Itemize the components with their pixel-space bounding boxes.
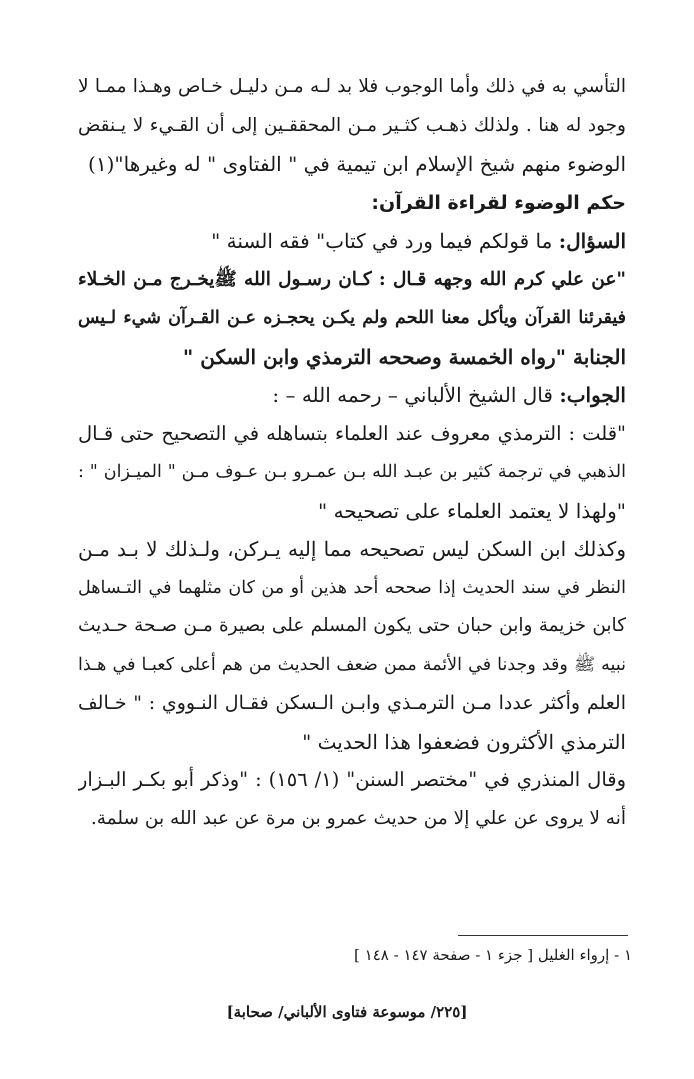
body-line-1: التأسي به في ذلك وأما الوجوب فلا بد لـه مـن دليـل خـاص وهـذا ممـا لا [78,76,626,97]
paragraph-line-6: الترمذي الأكثرون فضعفوا هذا الحديث " [302,729,626,754]
footnote-divider [458,935,628,936]
paragraph-line-2: النظر في سند الحديث إذا صححه أحد هذين أو من كان مثلهما في التـساهل [78,577,626,598]
quote-line-2: الذهبي في ترجمة كثير بن عبـد الله بـن عمـرو بـن عـوف مـن " الميـزان " : [78,462,626,482]
paragraph-line-5: العلم وأكثر عددا مـن الترمـذي وابـن الـسكن فقـال النـووي : " خـالف [78,692,626,714]
question-text: ما قولكم فيما ورد في كتاب" فقه السنة " [211,229,559,253]
hadith-line-3: الجنابة "رواه الخمسة وصححه الترمذي وابن السكن " [182,344,626,369]
body-line-3: الوضوء منهم شيخ الإسلام ابن تيمية في " الفتاوى " له وغيرها"(١) [88,152,626,176]
quote-line-3: "ولهذا لا يعتمد العلماء على تصحيحه " [318,498,626,523]
answer-label: الجواب: [559,383,626,407]
body-line-2: وجود له هنا . ولذلك ذهـب كثـير مـن المحققـين إلى أن القـيء لا يـنقض [78,114,626,136]
footnote: ١ - إرواء الغليل [ جزء ١ - صفحة ١٤٧ - ١٤٨ ] [354,946,632,964]
question-line [78,222,626,261]
answer-line [78,376,626,415]
hadith-line-1: "عن علي كرم الله وجهه قـال : كـان رسـول الله ﷺيخـرج مـن الخـلاء [78,268,626,290]
paragraph-line-1: وكذلك ابن السكن ليس تصحيحه مما إليه يـركن، ولـذلك لا بـد مـن [78,537,626,561]
question-label: السؤال: [558,229,626,253]
quote-line-1: "قلت : الترمذي معروف عند العلماء بتساهله في التصحيح حتى قـال [78,421,626,445]
page-footer: [٢٢٥/ موسوعة فتاوى الألباني/ صحابة] [226,1003,468,1021]
answer-text: قال الشيخ الألباني – رحمه الله – : [272,383,560,407]
page-body [78,68,626,838]
final-line-1: وقال المنذري في "مختصر السنن" (١/ ١٥٦) : "وذكر أبو بكـر البـزار [78,768,626,791]
hadith-line-2: فيقرئنا القرآن ويأكل معنا اللحم ولم يكـن يحجـزه عـن القـرآن شيء لـيس [78,308,626,328]
paragraph-line-4: نبيه ﷺ وقد وجدنا في الأئمة ممن ضعف الحديث من هم أعلى كعبـا في هـذا [78,654,626,675]
paragraph-line-3: كابن خزيمة وابن حبان حتى يكون المسلم على بصيرة مـن صـحة حـديث [78,615,626,636]
final-line-2: أنه لا يروى عن علي إلا من حديث عمرو بن مرة عن عبد الله بن سلمة. [90,807,626,829]
section-heading: حكم الوضوء لقراءة القرآن: [371,191,626,214]
